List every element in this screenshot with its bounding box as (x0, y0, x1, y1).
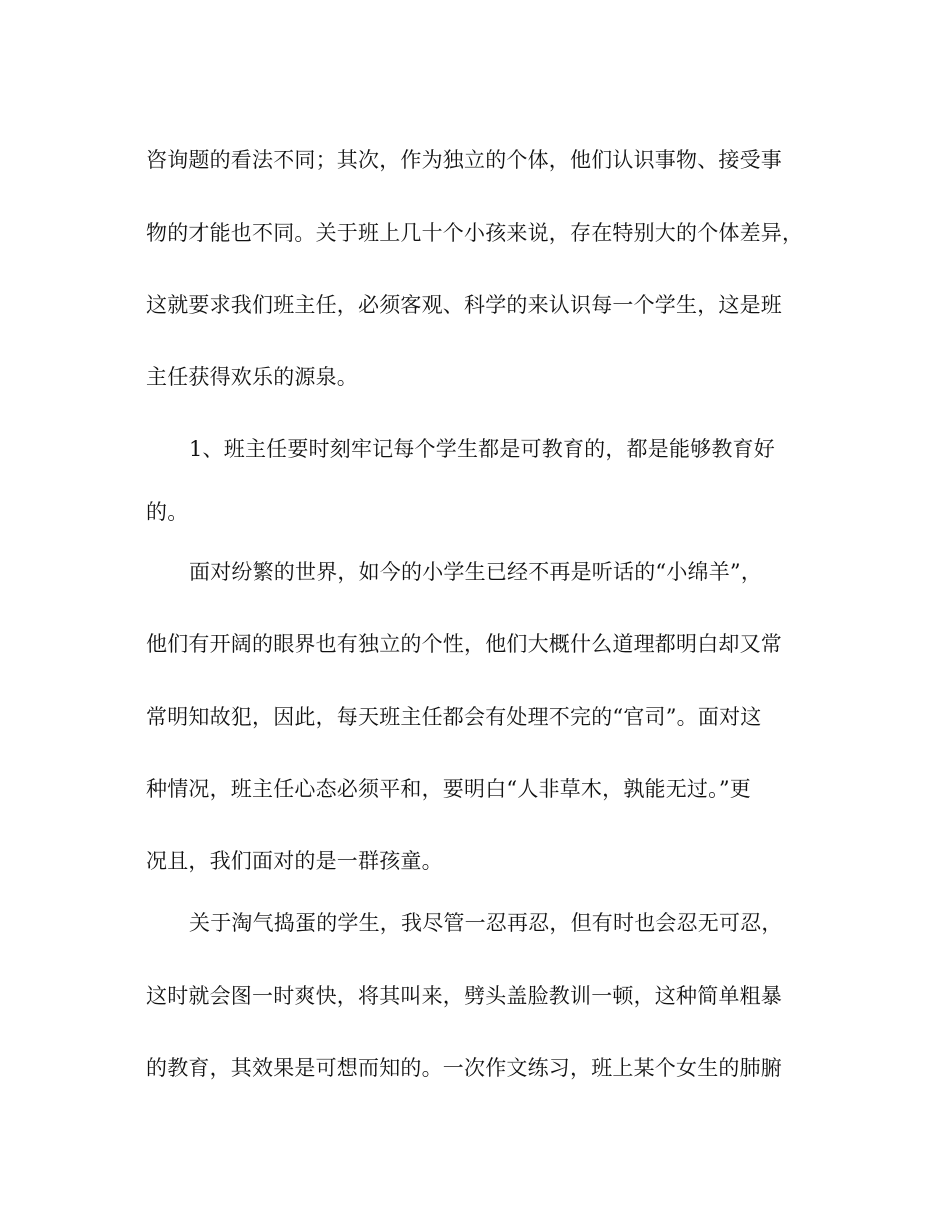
text-line: 况且，我们面对的是一群孩童。 (146, 849, 443, 873)
text-line: 他们有开阔的眼界也有独立的个性，他们大概什么道理都明白却又常 (146, 632, 782, 656)
text-line: 种情况，班主任心态必须平和，要明白“人非草木，孰能无过。”更 (146, 777, 751, 801)
text-line: 的。 (146, 500, 189, 524)
paragraph-first-line: 关于淘气捣蛋的学生，我尽管一忍再忍，但有时也会忍无可忍， (189, 911, 783, 935)
numbered-heading: 1、班主任要时刻牢记每个学生都是可教育的，都是能够教育好 (189, 437, 775, 461)
text-line: 这时就会图一时爽快，将其叫来，劈头盖脸教训一顿，这种简单粗暴 (146, 984, 782, 1008)
paragraph-first-line: 面对纷繁的世界，如今的小学生已经不再是听话的“小绵羊”， (189, 560, 763, 584)
text-line: 咨询题的看法不同；其次，作为独立的个体，他们认识事物、接受事 (146, 148, 782, 172)
text-line: 主任获得欢乐的源泉。 (146, 365, 358, 389)
text-line: 的教育，其效果是可想而知的。一次作文练习，班上某个女生的肺腑 (146, 1056, 782, 1080)
text-line: 这就要求我们班主任，必须客观、科学的来认识每一个学生，这是班 (146, 293, 782, 317)
text-line: 常明知故犯，因此，每天班主任都会有处理不完的“官司”。面对这 (146, 705, 762, 729)
text-line: 物的才能也不同。关于班上几十个小孩来说，存在特别大的个体差异， (146, 221, 804, 245)
